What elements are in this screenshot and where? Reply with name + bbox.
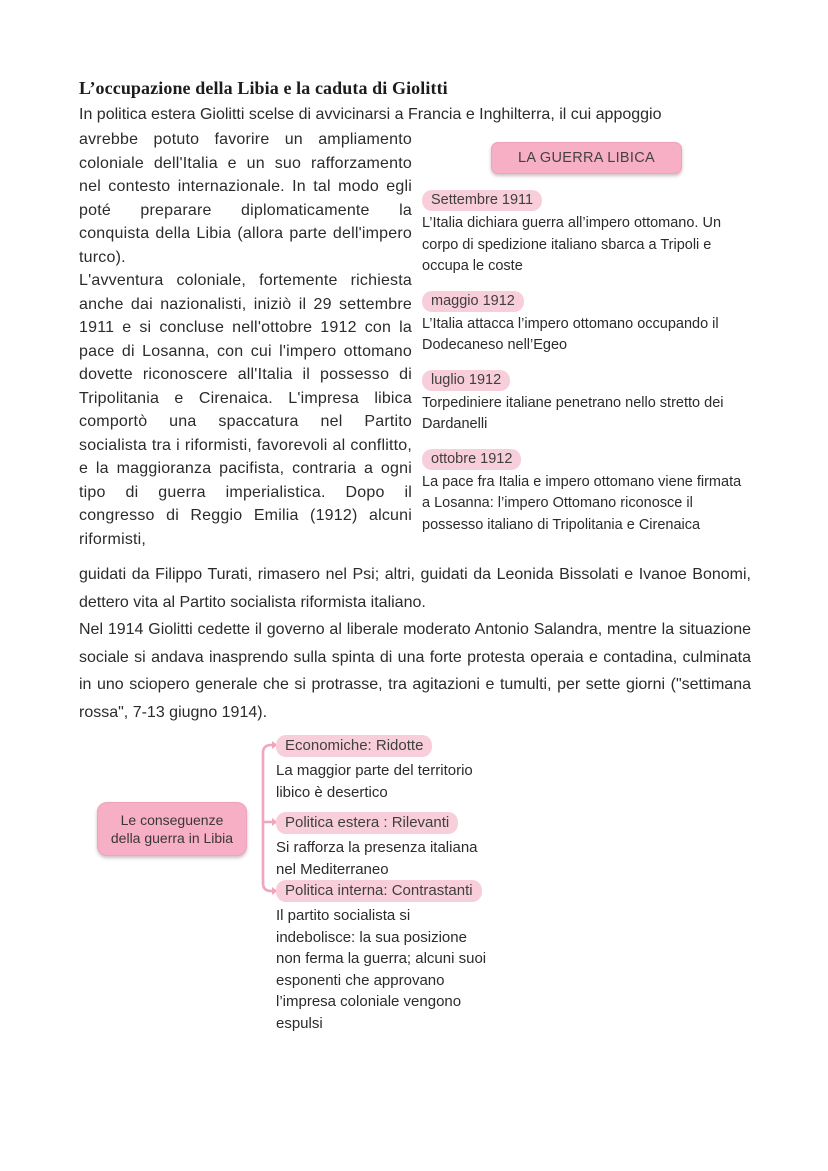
body-paragraph-3: guidati da Filippo Turati, rimasero nel Psi; altri, guidati da Leonida Bissolati e Ivanoe Bonomi, dettero vita al Partito socialista riformista italiano. — [79, 566, 751, 611]
body-paragraph-2: L'avventura coloniale, fortemente richiesta anche dai nazionalisti, iniziò il 29 settembre 1911 e si concluse nell'ottobre 1912 con la pace di Losanna, con cui l'impero ottomano dovette riconoscere all'Italia il possesso di Tripolitania e Cirenaica. L'impresa libica comportò una spaccatura nel Partito socialista tra i riformisti, favorevoli al conflitto, e la maggioranza pacifista, contraria a ogni tipo di guerra imperialistica. Dopo il congresso di Reggio Emilia (1912) alcuni riformisti, — [79, 272, 412, 548]
timeline-entry — [422, 449, 751, 537]
timeline-entry-text: L’Italia attacca l’impero ottomano occupando il Dodecaneso nell’Egeo — [422, 315, 719, 353]
branch-text: La maggior parte del territorio libico è desertico — [276, 762, 473, 801]
mindmap-branch-economiche — [276, 735, 496, 803]
timeline-entry-text: Torpediniere italiane penetrano nello stretto dei Dardanelli — [422, 394, 724, 432]
intro-line: In politica estera Giolitti scelse di avvicinarsi a Francia e Inghilterra, il cui appoggio — [79, 106, 662, 123]
branch-text: Si rafforza la presenza italiana nel Mediterraneo — [276, 839, 478, 878]
mindmap-connector-icon — [251, 738, 279, 900]
full-width-text — [79, 561, 751, 726]
timeline-column — [422, 128, 751, 551]
timeline-title-badge: LA GUERRA LIBICA — [491, 142, 682, 174]
consequences-mindmap — [79, 730, 751, 1060]
timeline-date-pill: ottobre 1912 — [422, 449, 521, 470]
body-paragraph-1: avrebbe potuto favorire un ampliamento coloniale dell'Italia e un suo rafforzamento nel contesto internazionale. In tal modo egli poté preparare diplomaticamente la conquista della Libia (allora parte dell'impero turco). — [79, 131, 412, 266]
timeline-date-pill: Settembre 1911 — [422, 190, 542, 211]
branch-label-pill: Economiche: Ridotte — [276, 735, 432, 757]
mindmap-branch-politica-interna — [276, 880, 496, 1034]
two-column-area — [79, 128, 751, 551]
body-paragraph-4: Nel 1914 Giolitti cedette il governo al liberale moderato Antonio Salandra, mentre la situazione sociale si andava inasprendo sulla spinta di una forte protesta operaia e contadina, culminata in uno sciopero generale che si protrasse, tra agitazioni e tumulti, per sette giorni ("settimana rossa", 7-13 giugno 1914). — [79, 621, 751, 721]
mindmap-root-box: Le conseguenze della guerra in Libia — [97, 802, 247, 856]
timeline-entry — [422, 370, 751, 436]
timeline-date-pill: luglio 1912 — [422, 370, 510, 391]
timeline-entry — [422, 291, 751, 357]
branch-label-pill: Politica interna: Contrastanti — [276, 880, 482, 902]
timeline-date-pill: maggio 1912 — [422, 291, 524, 312]
timeline-entry-text: L’Italia dichiara guerra all’impero ottomano. Un corpo di spedizione italiano sbarca a Tripoli e occupa le coste — [422, 215, 722, 274]
body-text-column — [79, 128, 412, 551]
timeline-entry — [422, 190, 751, 278]
mindmap-branch-politica-estera — [276, 812, 496, 880]
timeline-entry-text: La pace fra Italia e impero ottomano viene firmata a Losanna: l’impero Ottomano riconosce il possesso italiano di Tripolitania e Cirenaica — [422, 473, 742, 533]
branch-text: Il partito socialista si indebolisce: la sua posizione non ferma la guerra; alcuni suoi esponenti che approvano l’impresa coloniale vengono espulsi — [276, 907, 487, 1032]
page-title: L’occupazione della Libia e la caduta di Giolitti — [79, 78, 448, 98]
branch-label-pill: Politica estera : Rilevanti — [276, 812, 458, 834]
